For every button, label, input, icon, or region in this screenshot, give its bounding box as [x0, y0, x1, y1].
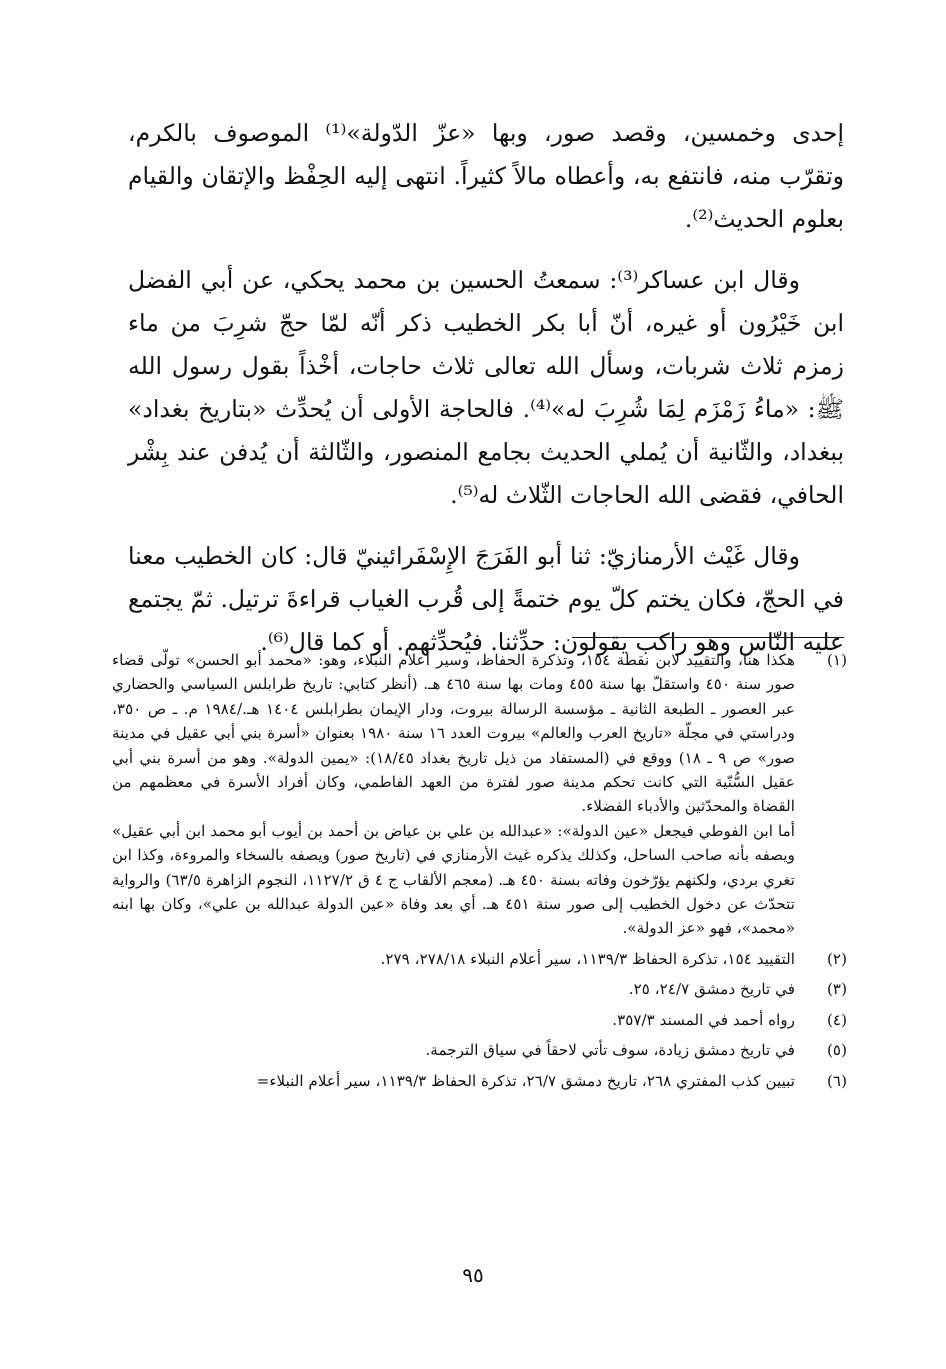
footnote-text: تبيين كذب المفتري ٢٦٨، تاريخ دمشق ٢٦/٧، تذكرة الحفاظ ١١٣٩/٣، سير أعلام النبلاء= [256, 1071, 795, 1090]
footnote-number: (٣) [826, 980, 847, 999]
footnote-separator [572, 637, 844, 638]
footnote-6 [112, 1069, 847, 1093]
body-paragraph-1: إحدى وخمسين، وقصد صور، وبها «عزّ الدّولة»⁽¹⁾ الموصوف بالكرم، وتقرّب منه، فانتفع به، وأعطاه مالاً كثيراً. انتهى إليه الحِفْظ والإتقان والقيام بعلوم الحديث⁽²⁾. [128, 119, 844, 233]
footnote-3 [112, 977, 847, 1001]
footnote-text: في تاريخ دمشق ٢٤/٧، ٢٥. [628, 980, 795, 999]
footnote-number: (١) [826, 651, 847, 669]
footnote-text: رواه أحمد في المسند ٣٥٧/٣. [612, 1010, 795, 1029]
body-paragraph-3: وقال غَيْث الأرمنازيّ: ثنا أبو الفَرَجَ الإِسْفَرائينيّ قال: كان الخطيب معنا في الحجّ، فكان يختم كلّ يوم ختمةً إلى قُرب الغياب قراءةَ ترتيل. ثمّ يجتمع عليه النّاس وهو راكب يقولون: حدِّثنا. فيُحدِّثهم. أو كما قال⁽⁶⁾. [128, 542, 844, 656]
footnotes [112, 648, 847, 1099]
page-number: ٩٥ [462, 1263, 484, 1287]
footnote-number: (٦) [826, 1071, 847, 1090]
body-paragraph-2: وقال ابن عساكر⁽³⁾: سمعتُ الحسين بن محمد يحكي، عن أبي الفضل ابن خَيْرُون أو غيره، أنّ أبا بكر الخطيب ذكر أنّه لمّا حجّ شرِبَ من ماء زمزم ثلاث شربات، وسأل الله تعالى ثلاث حاجات، أخْذاً بقول رسول الله ﷺ: «ماءُ زَمْزَم لِمَا شُرِبَ له»⁽⁴⁾. فالحاجة الأولى أن يُحدِّث «بتاريخ بغداد» ببغداد، والثّانية أن يُملي الحديث بجامع المنصور، والثّالثة أن يُدفن عند بِشْر الحافي، فقضى الله الحاجات الثّلاث له⁽⁵⁾. [128, 266, 844, 509]
footnote-paragraph: هكذا هنا، والتقييد لابن نقطة ١٥٤، وتذكرة الحفاظ، وسير أعلام النبلاء، وهو: «محمد أبو الحسن» تولّى قضاء صور سنة ٤٥٠ واستقلّ بها سنة ٤٥٥ ومات بها سنة ٤٦٥ هـ. (أنظر كتابي: تاريخ طرابلس السياسي والحضاري عبر العصور ـ الطبعة الثانية ـ مؤسسة الرسالة بيروت، ودار الإيمان بطرابلس ١٤٠٤ هـ./١٩٨٤ م. ـ ص ٣٥٠، ودراستي في مجلّة «تاريخ العرب والعالم» بيروت العدد ١٦ سنة ١٩٨٠ بعنوان «أسرة بني أبي عقيل في مدينة صور» ص ٩ ـ ١٨) ووقع في (المستفاد من ذيل تاريخ بغداد ١٨/٤٥): «يمين الدولة». وهو من أسرة بني أبي عقيل السُّنّية التي كانت تحكم مدينة صور لفترة من العهد الفاطمي، وكان أفراد الأسرة في معظمهم من القضاة والمحدّثين والأدباء الفضلاء. [112, 651, 795, 816]
footnote-number: (٥) [826, 1041, 847, 1060]
footnote-4 [112, 1008, 847, 1032]
footnote-text: التقييد ١٥٤، تذكرة الحفاظ ١١٣٩/٣، سير أعلام النبلاء ٢٧٨/١٨، ٢٧٩. [380, 949, 795, 968]
main-text [128, 112, 844, 682]
footnote-number: (٤) [826, 1010, 847, 1029]
footnote-text: في تاريخ دمشق زيادة، سوف تأتي لاحقاً في سياق الترجمة. [425, 1041, 795, 1060]
footnote-2 [112, 947, 847, 971]
footnote-1 [112, 648, 847, 941]
footnote-number: (٢) [826, 949, 847, 968]
footnote-text [112, 648, 795, 941]
footnote-paragraph: أما ابن الفوطي فيجعل «عين الدولة»: «عبدالله بن علي بن عياض بن أحمد بن أيوب أبو محمد ابن أبي عقيل» ويصفه بأنه صاحب الساحل، وكذلك يذكره غيث الأرمنازي في (تاريخ صور) ويصفه بالسخاء والمروءة، وكذا ابن تغري بردي، ولكنهم يؤرّخون وفاته بسنة ٤٥٠ هـ. (معجم الألقاب ج ٤ ق ١١٢٧/٢، النجوم الزاهرة ٦٣/٥) والرواية تتحدّث عن دخول الخطيب إلى صور سنة ٤٥١ هـ. أي بعد وفاة «عين الدولة عبدالله بن علي»، وكان بها ابنه «محمد»، فهو «عز الدولة». [112, 821, 795, 938]
footnote-5 [112, 1038, 847, 1062]
